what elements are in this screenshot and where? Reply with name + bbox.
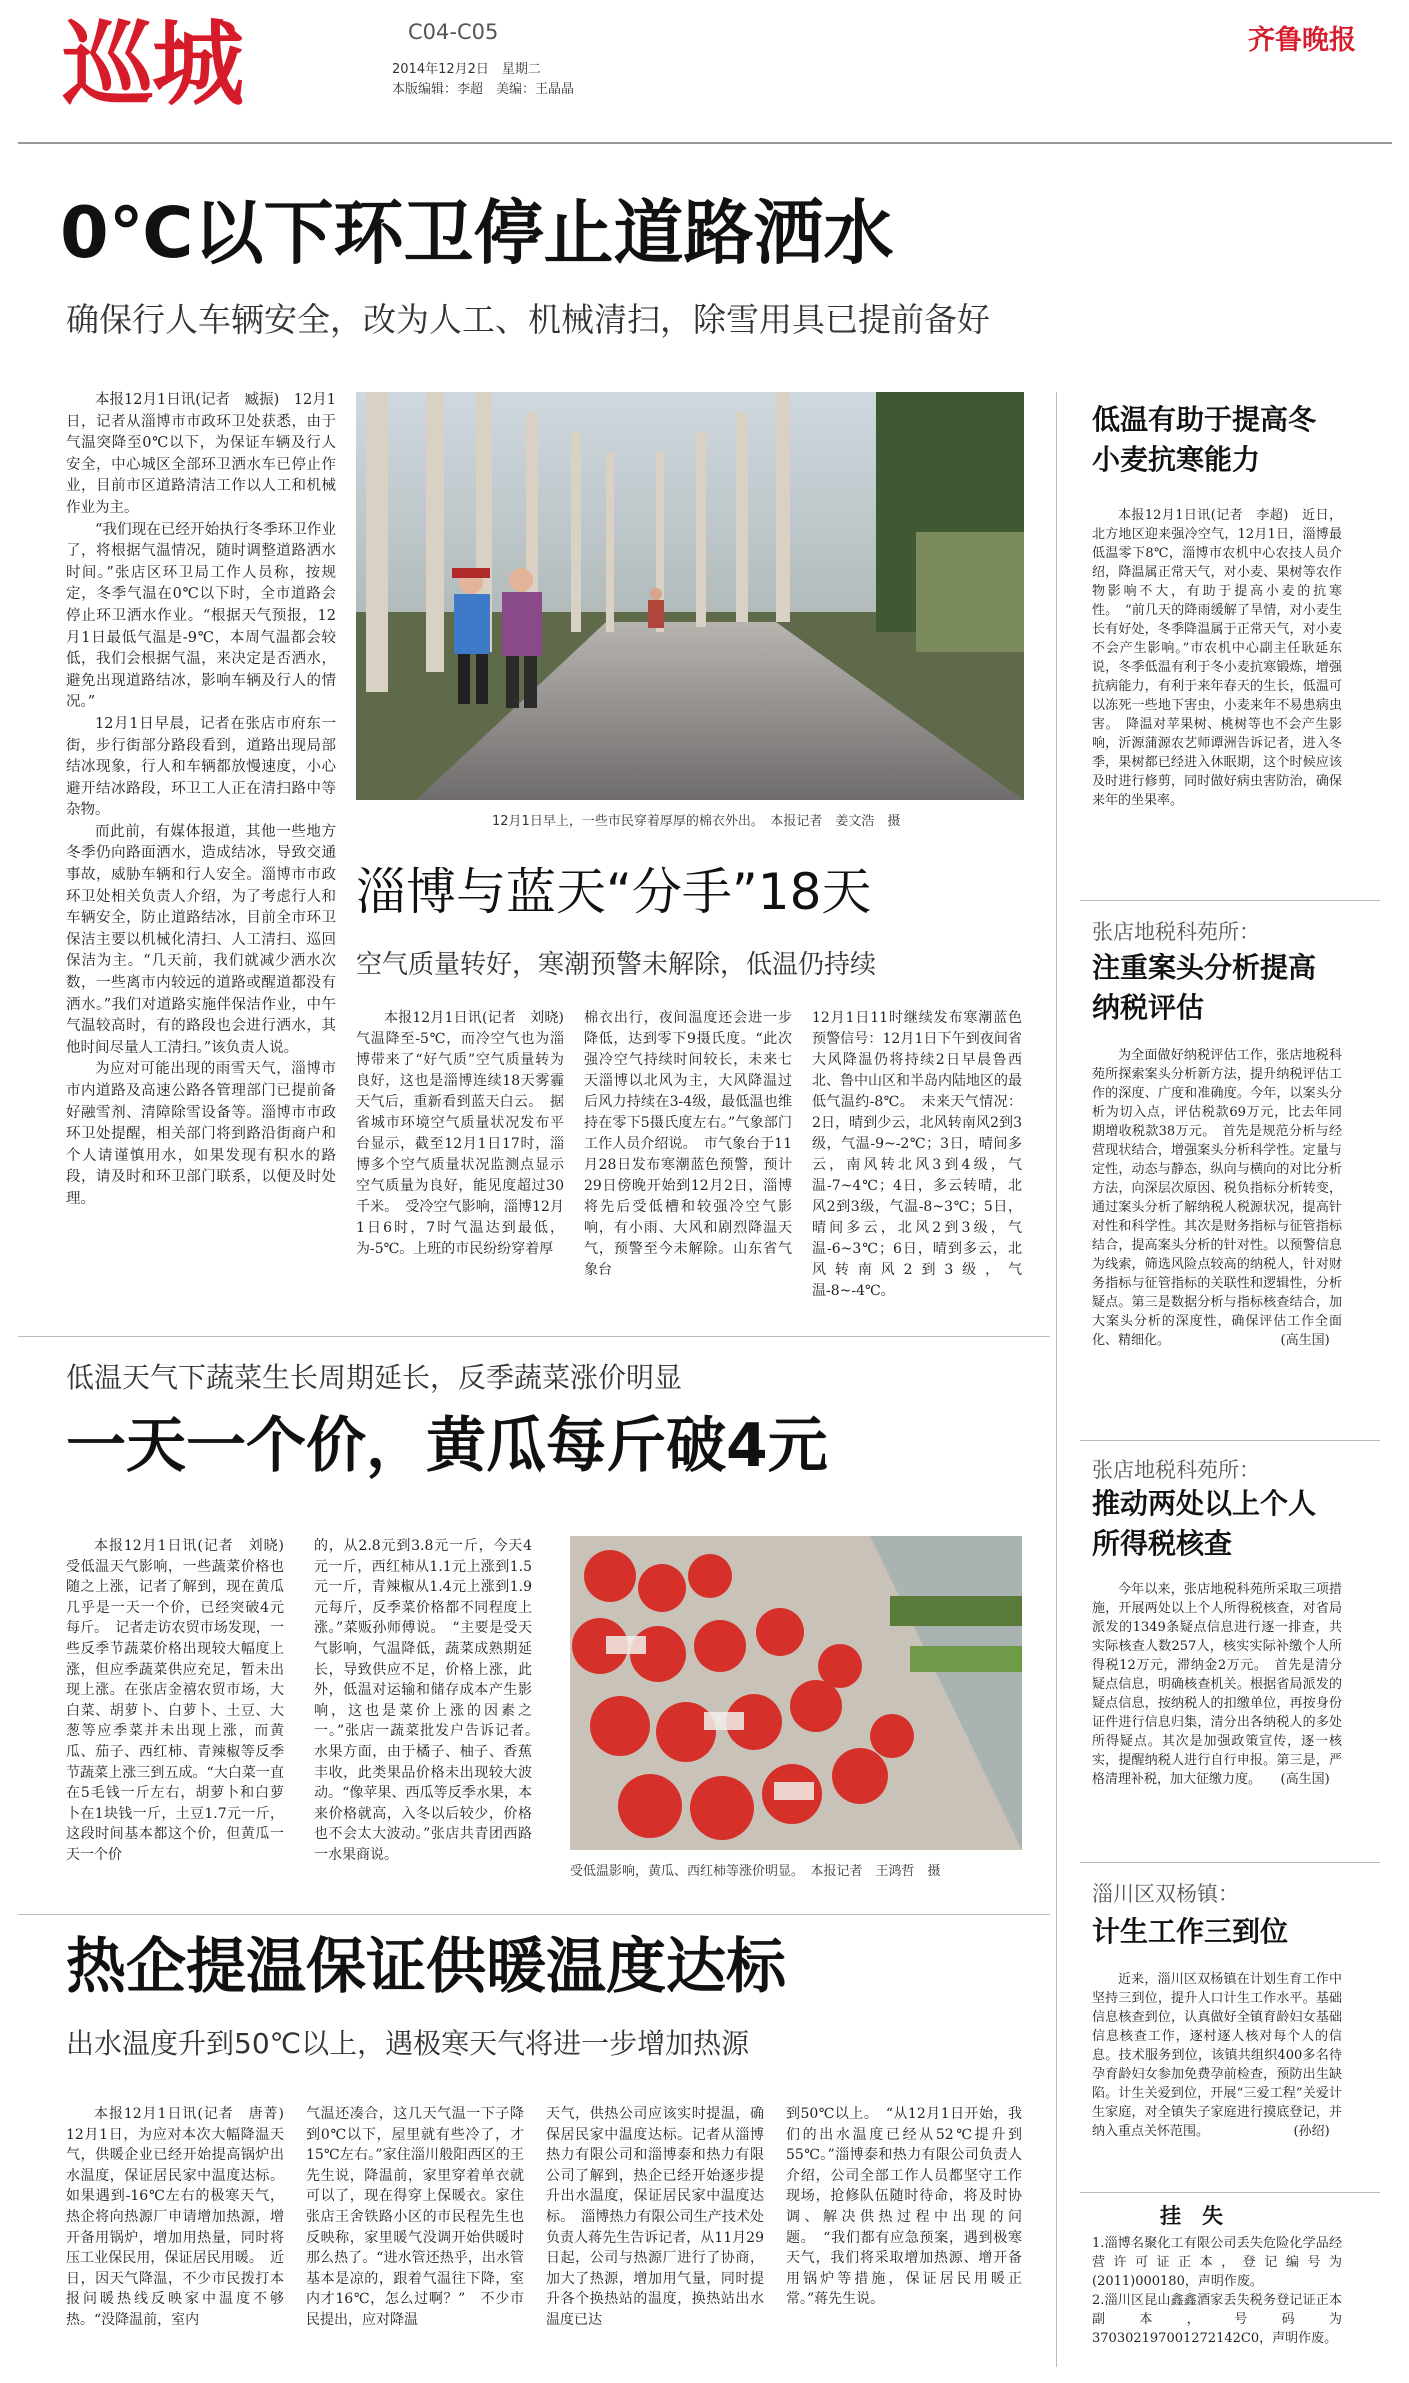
divider — [1080, 2192, 1380, 2193]
story2-col1-text: 本报12月1日讯(记者 刘晓) 气温降至-5℃，而冷空气也为淄博带来了“好气质”空气质量转为良好，这也是淄博连续18天雾霾天气后，重新看到蓝天白云。 据省城市环境空气质量状况发布平台显示，截至12月1日17时，淄博多个空气质量状况监测点显示空气质量为良好，能见度超过30千米。 受冷空气影响，淄博12月1日6时，7时气温达到最低，为-5℃。上班的市民纷纷穿着厚 — [356, 1010, 578, 1257]
story4-subtitle: 出水温度升到50℃以上，遇极寒天气将进一步增加热源 — [66, 2027, 750, 2060]
divider — [18, 1336, 1050, 1337]
side1-body — [1092, 506, 1342, 874]
newspaper-logo: 齐鲁晚报 — [1248, 25, 1356, 56]
story4-col2 — [306, 2104, 524, 2374]
side5-body — [1092, 2234, 1342, 2374]
story1-para: 而此前，有媒体报道，其他一些地方冬季仍向路面洒水，造成结冰，导致交通事故，威胁车辆和行人安全。淄博市市政环卫处相关负责人介绍，为了考虑行人和车辆安全，防止道路结冰，目前全市环卫保洁主要以机械化清扫、人工清扫、巡回保洁为主。“几天前，我们就减少洒水次数，一些离市内较远的道路或醒道都没有洒水。”我们对道路实施伴保洁作业，中午气温较高时，有的路段也会进行洒水，其他时间尽量人工清扫。”该负责人说。 — [66, 823, 336, 1056]
story1-subtitle: 确保行人车辆安全，改为人工、机械清扫，除雪用具已提前备好 — [66, 300, 990, 339]
story3-col2-text: 的，从2.8元到3.8元一斤，今天4元一斤，西红柿从1.1元上涨到1.5元一斤，青辣椒从1.4元上涨到1.9元每斤，反季菜价格都不同程度上涨。”菜贩孙师傅说。 “主要是受天气影响，气温降低，蔬菜成熟期延长，导致供应不足，价格上涨，此外，低温对运输和储存成本产生影响，这也是菜价上涨的因素之一。”张店一蔬菜批发户告诉记者。 水果方面，由于橘子、柚子、香蕉丰收，此类果品价格未出现较大波动。“像苹果、西瓜等反季水果，本来价格就高，入冬以后较少，价格也不会太大波动。”张店共青团西路一水果商说。 — [314, 1538, 546, 1863]
issue-meta — [392, 60, 574, 100]
story4-col1 — [66, 2104, 298, 2374]
divider — [1080, 1862, 1380, 1863]
side2-kicker: 张店地税科苑所： — [1092, 920, 1260, 944]
story4-col1-text: 本报12月1日讯(记者 唐菁) 12月1日，为应对本次大幅降温天气，供暖企业已经开始提高锅炉出水温度，保证居民家中温度达标。如果遇到-16℃左右的极寒天气，热企将向热源厂申请增加热源，增开备用锅炉，增加用热量，同时将压工业保民用，保证居民用暖。 近日，因天气降温，不少市民拨打本报问暖热线反映家中温度不够热。“没降温前，室内 — [66, 2106, 298, 2328]
side3-body — [1092, 1580, 1342, 1880]
story2-col1 — [356, 1008, 578, 1308]
side3-text: 今年以来，张店地税科苑所采取三项措施，开展两处以上个人所得税核查，对省局派发的1349条疑点信息进行逐一排查，共实际核查人数257人，核实实际补缴个人所得税12万元，滞纳金2万元。 首先是清分疑点信息，明确核查机关。根据省局派发的疑点信息，按纳税人的扣缴单位，再按身份证件进行信息归集，清分出各纳税人的多处所得疑点。其次是加强政策宣传，逐一核实，提醒纳税人进行自行申报。第三是，严格清理补税，加大征缴力度。 (高生国) — [1092, 1582, 1342, 1787]
story4-col3 — [546, 2104, 764, 2374]
side4-kicker: 淄川区双杨镇： — [1092, 1882, 1239, 1906]
vegetable-photo — [570, 1536, 1022, 1850]
story2-col3 — [812, 1008, 1022, 1308]
story2-title: 淄博与蓝天“分手”18天 — [356, 863, 872, 921]
story4-col3-text: 天气，供热公司应该实时提温，确保居民家中温度达标。记者从淄博热力有限公司和淄博泰和热力有限公司了解到，热企已经开始逐步提升出水温度，保证居民家中温度达标。 淄博热力有限公司生产技术处负责人蒋先生告诉记者，从11月29日起，公司与热源厂进行了协商，加大了热源，增加用气量，同时提升各个换热站的温度，换热站出水温度已达 — [546, 2106, 764, 2328]
editors-line: 本版编辑：李超 美编：王晶晶 — [392, 82, 575, 97]
side2-text: 为全面做好纳税评估工作，张店地税科苑所探索案头分析新方法，提升纳税评估工作的深度、广度和准确度。今年，以案头分析为切入点，评估税款69万元，比去年同期增收税款38万元。 首先是规范分析与经营现状结合，增强案头分析科学性。定量与定性，动态与静态，纵向与横向的对比分析方法，向深层次原因、税负指标分析转变，通过案头分析了解纳税人税源状况，提高针对性和科学性。其次是财务指标与征管指标结合，提高案头分析的针对性。以预警信息为线索，筛选风险点较高的纳税人，针对财务指标与征管指标的关联性和逻辑性，分析疑点。第三是数据分析与指标核查结合，加大案头分析的深度性，确保评估工作全面化、精细化。 (高生国) — [1092, 1048, 1342, 1348]
lost-notice-item: 1.淄博名聚化工有限公司丢失危险化学品经营许可证正本，登记编号为(2011)000180，声明作废。 — [1092, 2236, 1342, 2289]
vegetable-photo-svg — [570, 1536, 1022, 1850]
story4-title: 热企提温保证供暖温度达标 — [66, 1932, 786, 2002]
story2-subtitle: 空气质量转好，寒潮预警未解除，低温仍持续 — [356, 950, 877, 980]
divider — [18, 1914, 1050, 1915]
side3-kicker: 张店地税科苑所： — [1092, 1458, 1260, 1482]
story3-kicker: 低温天气下蔬菜生长周期延长，反季蔬菜涨价明显 — [66, 1361, 683, 1394]
street-photo — [356, 392, 1024, 800]
story1-para: 本报12月1日讯(记者 臧振) 12月1日，记者从淄博市市政环卫处获悉，由于气温突降至0℃以下，为保证车辆及行人安全，中心城区全部环卫洒水车已停止作业，目前市区道路清洁工作以人工和机械作业为主。 — [66, 392, 336, 516]
story3-title: 一天一个价，黄瓜每斤破4元 — [66, 1411, 828, 1481]
story3-col1 — [66, 1536, 298, 1908]
story3-col2 — [314, 1536, 546, 1908]
side4-text: 近来，淄川区双杨镇在计划生育工作中坚持三到位，提升人口计生工作水平。基础信息核查到位，认真做好全镇育龄妇女基础信息核查工作，逐村逐人核对每个人的信息。技术服务到位，该镇共组织400多名待孕育龄妇女参加免费孕前检查，预防出生缺陷。计生关爱到位，开展“三爱工程”关爱计生家庭，对全镇失子家庭进行摸底登记，并纳入重点关怀范围。 (孙绍) — [1092, 1972, 1342, 2139]
issue-date: 2014年12月2日 星期二 — [392, 62, 541, 77]
story3-col1-text: 本报12月1日讯(记者 刘晓) 受低温天气影响，一些蔬菜价格也随之上涨，记者了解到，现在黄瓜几乎是一天一个价，已经突破4元每斤。 记者走访农贸市场发现，一些反季节蔬菜价格出现较大幅度上涨，但应季蔬菜供应充足，暂未出现上涨。在张店金禧农贸市场，大白菜、胡萝卜、白萝卜、土豆、大葱等应季菜并未出现上涨，而黄瓜、茄子、西红柿、青辣椒等反季节蔬菜上涨三到五成。“大白菜一直在5毛钱一斤左右，胡萝卜和白萝卜在1块钱一斤，土豆1.7元一斤，这段时间基本都这个价，但黄瓜一天一个价 — [66, 1538, 298, 1863]
story2-col2-text: 棉衣出行，夜间温度还会进一步降低，达到零下9摄氏度。“此次强冷空气持续时间较长，未来七天淄博以北风为主，大风降温过后风力持续在3-4级，最低温也维持在零下5摄氏度左右。”气象部门工作人员介绍说。 市气象台于11月28日发布寒潮蓝色预警，预计29日傍晚开始到12月2日，淄博将先后受低槽和较强冷空气影响，有小雨、大风和剧烈降温天气，预警至今未解除。山东省气象台 — [584, 1010, 792, 1278]
story1-caption: 12月1日早上，一些市民穿着厚厚的棉衣外出。 本报记者 姜文浩 摄 — [492, 814, 901, 829]
story2-col3-text: 12月1日11时继续发布寒潮蓝色预警信号：12月1日下午到夜间省大风降温仍将持续2日早晨鲁西北、鲁中山区和半岛内陆地区的最低气温约-8℃。 未来天气情况：2日，晴到少云，北风转南风2到3级，气温-9~-2℃；3日，晴间多云，南风转北风3到4级，气温-7~4℃；4日，多云转晴，北风2到3级，气温-8~3℃；5日，晴间多云，北风2到3级，气温-6~3℃；6日，晴到多云，北风转南风2到3级，气温-8~-4℃。 — [812, 1010, 1022, 1299]
story4-col4 — [786, 2104, 1022, 2374]
side2-title: 注重案头分析提高纳税评估 — [1092, 951, 1317, 1024]
story4-col2-text: 气温还凑合，这几天气温一下子降到0℃以下，屋里就有些冷了，才15℃左右。”家住淄川般阳西区的王先生说，降温前，家里穿着单衣就可以了，现在得穿上保暖衣。家住张店王舍铁路小区的市民程先生也反映称，家里暖气没调开始供暖时那么热了。“进水管还热乎，出水管基本是凉的，跟着气温往下降，室内才16℃，怎么过啊？” 不少市民提出，应对降温 — [306, 2106, 524, 2328]
story1-para: “我们现在已经开始执行冬季环卫作业了，将根据气温情况，随时调整道路洒水时间。”张店区环卫局工作人员称，按规定，冬季气温在0℃以下时，全市道路会停止环卫洒水作业。“根据天气预报，12月1日最低气温是-9℃，本周气温都会较低，我们会根据气温，来决定是否洒水，避免出现道路结冰，影响车辆及行人的情况。” — [66, 521, 336, 711]
section-title: 巡城 — [62, 11, 243, 118]
story1-body — [66, 390, 336, 1302]
story1-para: 12月1日早晨，记者在张店市府东一街，步行街部分路段看到，道路出现局部结冰现象，行人和车辆都放慢速度，小心避开结冰路段，环卫工人正在清扫路中等杂物。 — [66, 715, 336, 819]
side4-title: 计生工作三到位 — [1092, 1915, 1289, 1948]
side4-body — [1092, 1970, 1342, 2178]
side5-title: 挂 失 — [1160, 2204, 1223, 2228]
story1-para: 为应对可能出现的雨雪天气，淄博市市内道路及高速公路各管理部门已提前备好融雪剂、清障除雪设备等。淄博市市政环卫处提醒，相关部门将到路沿街商户和个人请谨慎用水，如果发现有积水的路段，请及时和环卫部门联系，以便及时处理。 — [66, 1061, 336, 1207]
lost-notice-item: 2.淄川区昆山鑫鑫酒家丢失税务登记证正本副本，号码为370302197001272142C0，声明作废。 — [1092, 2293, 1342, 2346]
side1-text: 本报12月1日讯(记者 李超) 近日，北方地区迎来强冷空气，12月1日，淄博最低温零下8℃，淄博市农机中心农技人员介绍，降温属正常天气，对小麦、果树等农作物影响不大，有助于提高小麦的抗寒性。 “前几天的降雨缓解了旱情，对小麦生长有好处，冬季降温属于正常天气，对小麦不会产生影响。”市农机中心副主任耿延东说，冬季低温有利于冬小麦抗寒锻炼，增强抗病能力，有利于来年春天的生长，低温可以冻死一些地下害虫，小麦来年不易患病虫害。 降温对苹果树、桃树等也不会产生影响，沂源蒲源农艺师谭洲告诉记者，进入冬季，果树都已经进入休眠期，这个时候应该及时进行修剪，同时做好病虫害防治，确保来年的坐果率。 — [1092, 508, 1342, 808]
story1-title: 0℃以下环卫停止道路洒水 — [60, 192, 894, 274]
divider — [1080, 900, 1380, 901]
side1-title: 低温有助于提高冬小麦抗寒能力 — [1092, 403, 1317, 476]
header-rule — [18, 142, 1392, 144]
story2-col2 — [584, 1008, 792, 1308]
sidebar-rule — [1056, 392, 1057, 2367]
story3-caption: 受低温影响，黄瓜、西红柿等涨价明显。 本报记者 王鸿哲 摄 — [570, 1864, 941, 1879]
page-range: C04-C05 — [408, 20, 499, 44]
side3-title: 推动两处以上个人所得税核查 — [1092, 1487, 1317, 1560]
story4-col4-text: 到50℃以上。 “从12月1日开始，我们的出水温度已经从52℃提升到55℃。”淄博泰和热力有限公司负责人介绍，公司全部工作人员都坚守工作现场，抢修队伍随时待命，将及时协调、解决供热过程中出现的问题。 “我们都有应急预案，遇到极寒天气，我们将采取增加热源、增开备用锅炉等措施，保证居民用暖正常。”蒋先生说。 — [786, 2106, 1022, 2308]
street-photo-svg — [356, 392, 1024, 800]
side2-body — [1092, 1046, 1342, 1430]
divider — [1080, 1440, 1380, 1441]
